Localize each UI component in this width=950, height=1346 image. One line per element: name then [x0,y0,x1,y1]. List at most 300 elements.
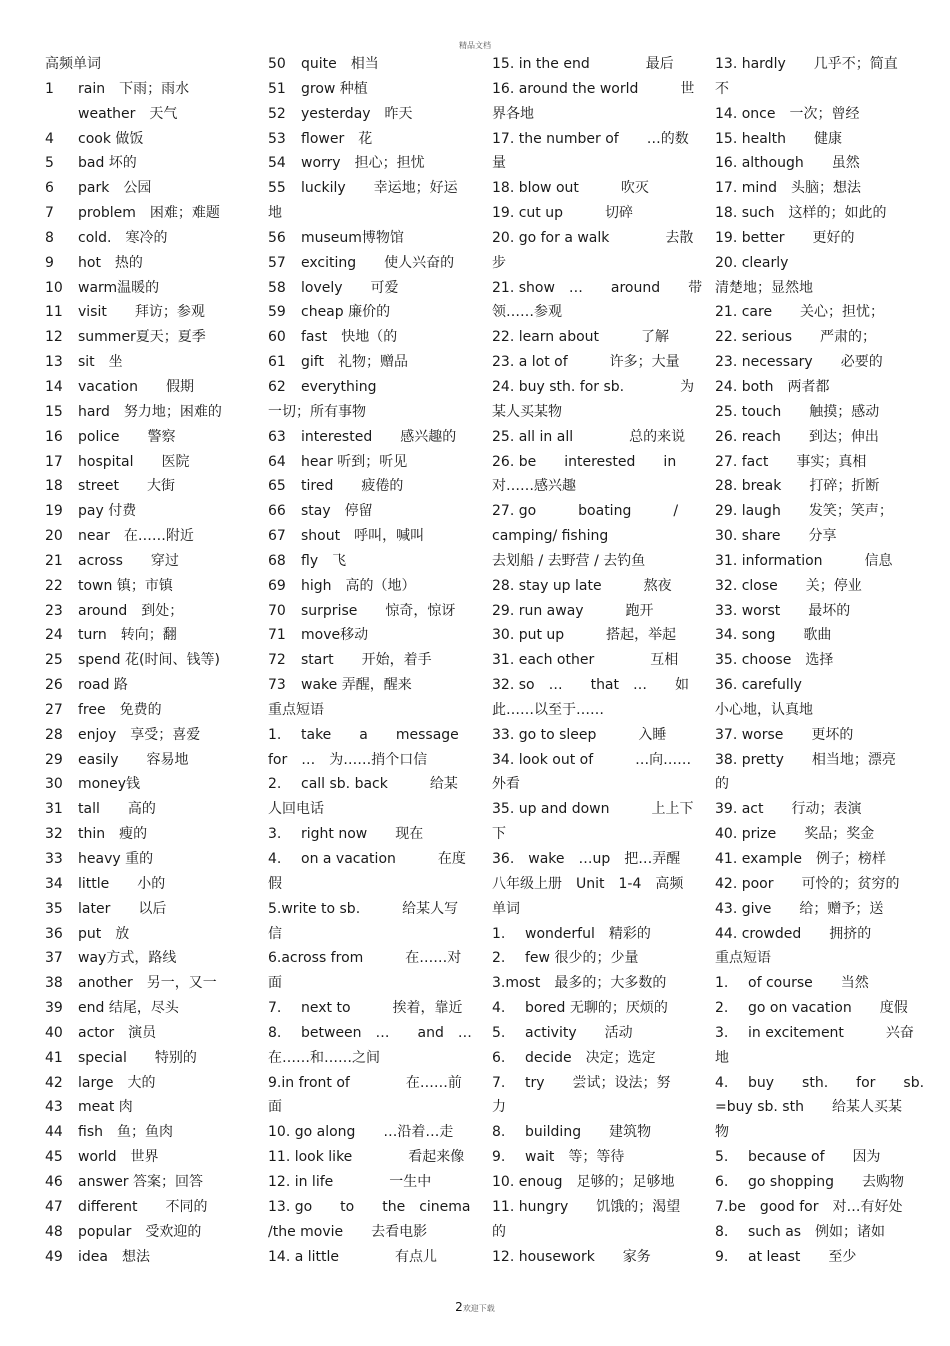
entry-text: 地 [268,205,282,222]
vocab-line [492,1095,702,1120]
entry-text: 24. both 两者都 [715,378,830,395]
vocab-line [268,201,478,226]
entry-text: 28. stay up late 熬夜 [492,577,672,594]
vocab-line [715,276,925,301]
entry-text: right now 现在 [301,826,424,843]
vocab-line [492,226,702,251]
vocab-line [492,698,702,723]
entry-text: 41. example 例子；榜样 [715,851,886,867]
entry-text: gift 礼物；赠品 [301,354,408,371]
entry-text: grow 种植 [301,80,368,97]
vocab-line [715,499,925,524]
entry-text: =buy sb. sth 给某人买某 [715,1099,902,1116]
vocab-line [492,772,702,797]
vocab-line [268,524,478,549]
entry-text: answer 答案；回答 [78,1173,204,1190]
entry-text: 27. go boating / [492,503,679,520]
vocab-line [715,176,925,201]
entry-text: 重点短语 [268,701,324,718]
entry-text: cheap 廉价的 [301,304,391,321]
entry-text: 31. each other 互相 [492,652,679,669]
vocab-line [45,425,255,450]
entry-text: fast 快地（的 [301,329,398,346]
item-number: 1. [492,925,506,942]
item-number: 36 [45,925,63,942]
vocab-line [45,748,255,773]
entry-text: world 世界 [78,1149,159,1166]
vocab-line [45,1245,255,1270]
vocab-line [45,474,255,499]
item-number: 58 [268,279,286,296]
entry-text: 20. go for a walk 去散 [492,229,694,246]
vocab-line [45,772,255,797]
vocab-line [268,400,478,425]
vocab-line [268,450,478,475]
vocab-line [492,350,702,375]
vocab-line [268,797,478,822]
vocab-line [268,599,478,624]
item-number: 27 [45,701,63,718]
vocab-line [715,325,925,350]
entry-text: 9.in front of 在……前 [268,1074,462,1091]
entry-text: special 特别的 [78,1049,197,1066]
entry-text: in excitement 兴奋 [748,1024,914,1041]
entry-text: fish 鱼；鱼肉 [78,1124,173,1141]
entry-text: street 大街 [78,478,175,495]
vocab-line [715,772,925,797]
vocab-line [268,872,478,897]
entry-text: police 警察 [78,428,176,445]
entry-text: bored 无聊的；厌烦的 [525,1000,668,1017]
entry-text: 20. clearly [715,254,789,271]
entry-text: 25. touch 触摸；感动 [715,403,880,420]
entry-text: 重点短语 [715,950,771,967]
entry-text: 5.write to sb. 给某人写 [268,900,459,917]
vocab-line [715,151,925,176]
entry-text: few 很少的；少量 [525,950,639,967]
vocab-line [715,549,925,574]
entry-text: 33. go to sleep 入睡 [492,726,667,743]
entry-text: high 高的（地） [301,577,416,594]
vocab-line [715,822,925,847]
item-number: 9. [492,1149,506,1166]
entry-text: 不 [715,80,729,97]
vocab-line [268,1220,478,1245]
item-number: 4. [492,1000,506,1017]
vocab-line [715,400,925,425]
page-number: 2 [455,1300,463,1314]
entry-text: weather 天气 [78,105,178,122]
item-number: 68 [268,552,286,569]
entry-text: 37. worse 更坏的 [715,726,854,743]
vocab-line [45,102,255,127]
vocab-line [45,52,255,77]
vocab-line [715,723,925,748]
vocab-line [45,673,255,698]
vocab-line [715,623,925,648]
vocab-line [45,797,255,822]
vocab-line [492,574,702,599]
entry-text: 的 [715,776,729,793]
entry-text: flower 花 [301,130,373,147]
entry-text: 10. enoug 足够的；足够地 [492,1173,675,1190]
entry-text: pay 付费 [78,503,137,520]
item-number: 53 [268,130,286,147]
item-number: 1. [268,726,282,743]
item-number: 57 [268,254,286,271]
entry-text: sit 坐 [78,354,123,371]
vocab-line [45,1095,255,1120]
entry-text: 假 [268,875,282,892]
item-number: 7 [45,205,54,222]
item-number: 2. [715,1000,729,1017]
vocab-line [268,375,478,400]
vocab-line [715,599,925,624]
item-number: 9. [715,1248,729,1265]
vocab-line [268,673,478,698]
item-number: 4 [45,130,54,147]
entry-text: go on vacation 度假 [748,1000,908,1017]
entry-text: 的 [492,1223,506,1240]
vocab-line [268,623,478,648]
vocab-line [715,648,925,673]
vocab-line [715,1145,925,1170]
entry-text: 17. mind 头脑；想法 [715,180,862,197]
vocab-line [268,1021,478,1046]
entry-text: across 穿过 [78,552,179,569]
vocab-line [492,723,702,748]
vocab-line [268,1245,478,1270]
entry-text: problem 困难；难题 [78,205,220,222]
item-number: 69 [268,577,286,594]
item-number: 45 [45,1149,63,1166]
entry-text: turn 转向；翻 [78,627,177,644]
item-number: 51 [268,80,286,97]
item-number: 37 [45,950,63,967]
vocab-line [45,574,255,599]
vocab-line [268,176,478,201]
entry-text: 29. laugh 发笑；笑声； [715,503,893,520]
vocab-line [45,1071,255,1096]
entry-text: 7.be good for 对…有好处 [715,1198,903,1215]
entry-text: move移动 [301,627,369,644]
entry-text: wonderful 精彩的 [525,925,651,942]
vocab-line [492,524,702,549]
item-number: 7. [268,1000,282,1017]
entry-text: 信 [268,925,282,942]
item-number: 49 [45,1248,63,1265]
entry-text: way方式，路线 [78,950,177,967]
entry-text: interested 感兴趣的 [301,428,457,445]
item-number: 7. [492,1074,506,1091]
vocab-line [715,872,925,897]
vocab-line [268,946,478,971]
vocab-line [715,1021,925,1046]
entry-text: 面 [268,975,282,992]
vocab-line [492,176,702,201]
entry-text: large 大的 [78,1074,156,1091]
item-number: 66 [268,503,286,520]
vocab-line [715,574,925,599]
vocab-line [268,1170,478,1195]
item-number: 23 [45,602,63,619]
entry-text: shout 呼叫，喊叫 [301,528,425,545]
vocab-line [492,922,702,947]
entry-text: 物 [715,1124,729,1141]
item-number: 43 [45,1099,63,1116]
vocab-line [492,400,702,425]
entry-text: 14. once 一次；曾经 [715,105,860,122]
vocab-line [492,102,702,127]
item-number: 17 [45,453,63,470]
item-number: 46 [45,1173,63,1190]
item-number: 60 [268,329,286,346]
vocab-line [268,276,478,301]
vocab-line [715,201,925,226]
vocab-line [45,872,255,897]
entry-text: 26. be interested in [492,453,677,470]
column-4 [715,52,925,1269]
vocab-line [268,151,478,176]
entry-text: 一切；所有事物 [268,403,366,420]
vocab-line [492,450,702,475]
item-number: 44 [45,1124,63,1141]
vocab-line [715,748,925,773]
entry-text: 13. hardly 几乎不；简直 [715,56,898,72]
entry-text: 18. blow out 吹灭 [492,180,649,197]
vocab-line [492,375,702,400]
vocab-line [45,499,255,524]
item-number: 35 [45,900,63,917]
page-footer [0,1300,950,1314]
entry-text: thin 瘦的 [78,826,148,843]
column-1 [45,52,255,1269]
entry-text: wake 弄醒，醒来 [301,677,412,694]
vocab-line [492,1245,702,1270]
entry-text: cook 做饭 [78,130,144,147]
item-number: 21 [45,552,63,569]
item-number: 67 [268,528,286,545]
vocab-line [492,77,702,102]
entry-text: 35. up and down 上上下 [492,801,694,818]
entry-text: 32. close 关；停业 [715,577,862,594]
entry-text: 17. the number of …的数 [492,130,689,147]
item-number: 28 [45,726,63,743]
entry-text: park 公园 [78,180,152,197]
vocab-line [715,698,925,723]
item-number: 41 [45,1049,63,1066]
entry-text: 某人买某物 [492,403,562,420]
vocab-line [492,276,702,301]
vocab-line [715,673,925,698]
vocab-line [492,425,702,450]
entry-text: 34. song 歌曲 [715,627,832,644]
entry-text: such as 例如；诸如 [748,1223,886,1240]
item-number: 59 [268,304,286,321]
item-number: 6. [715,1173,729,1190]
vocab-line [268,1095,478,1120]
vocab-line [492,1021,702,1046]
vocab-line [45,946,255,971]
entry-text: town 镇；市镇 [78,577,173,594]
vocab-line [45,648,255,673]
vocab-line [492,1220,702,1245]
vocab-line [45,549,255,574]
vocab-line [268,847,478,872]
entry-text: 24. buy sth. for sb. 为 [492,378,695,395]
vocab-line [268,1145,478,1170]
vocab-line [492,822,702,847]
vocab-line [492,52,702,77]
vocab-line [715,1245,925,1270]
entry-text: hospital 医院 [78,453,190,470]
entry-text: 领……参观 [492,304,562,321]
item-number: 48 [45,1223,63,1240]
vocab-line [45,325,255,350]
vocab-line [45,1170,255,1195]
vocab-line [492,325,702,350]
footer-text: 欢迎下载 [462,1304,495,1313]
entry-text: 35. choose 选择 [715,652,834,669]
item-number: 8. [715,1223,729,1240]
vocab-line [45,350,255,375]
item-number: 65 [268,478,286,495]
vocab-line [268,1195,478,1220]
item-number: 42 [45,1074,63,1091]
item-number: 71 [268,627,286,644]
vocab-line [492,872,702,897]
entry-text: for … 为……捎个口信 [268,751,428,768]
entry-text: 36. wake …up 把…弄醒 [492,851,681,867]
item-number: 24 [45,627,63,644]
entry-text: 面 [268,1099,282,1116]
vocab-line [715,897,925,922]
vocab-line [268,1071,478,1096]
vocab-line [715,52,925,77]
vocab-line [45,996,255,1021]
vocab-line [492,499,702,524]
item-number: 32 [45,826,63,843]
entry-text: road 路 [78,677,128,694]
item-number: 5 [45,155,54,172]
item-number: 1 [45,80,54,97]
vocab-line [45,599,255,624]
item-number: 9 [45,254,54,271]
vocab-line [45,1145,255,1170]
vocab-line [45,1046,255,1071]
entry-text: another 另一，又一 [78,975,217,992]
item-number: 40 [45,1024,63,1041]
item-number: 2. [492,950,506,967]
entry-text: end 结尾，尽头 [78,1000,179,1017]
item-number: 18 [45,478,63,495]
entry-text: 21. show … around 带 [492,279,703,296]
entry-text: hard 努力地；困难的 [78,403,222,420]
vocab-line [715,946,925,971]
entry-text: actor 演员 [78,1024,157,1041]
vocab-line [715,474,925,499]
entry-text: quite 相当 [301,56,379,72]
vocab-line [268,499,478,524]
entry-text: 38. pretty 相当地；漂亮 [715,751,896,768]
item-number: 38 [45,975,63,992]
vocab-line [268,1046,478,1071]
vocab-line [492,599,702,624]
vocab-line [492,897,702,922]
vocab-line [268,648,478,673]
vocab-line [715,996,925,1021]
vocab-line [268,574,478,599]
entry-text: of course 当然 [748,975,869,992]
vocab-line [492,1120,702,1145]
item-number: 50 [268,56,286,72]
entry-text: 清楚地；显然地 [715,279,813,296]
vocab-line [492,1170,702,1195]
entry-text: 29. run away 跑开 [492,602,654,619]
entry-text: because of 因为 [748,1149,881,1166]
entry-text: 此……以至于…… [492,701,604,718]
entry-text: 八年级上册 Unit 1-4 高频 [492,875,684,892]
entry-text: buy sth. for sb. [748,1074,925,1091]
item-number: 8 [45,229,54,246]
item-number: 10 [45,279,63,296]
vocab-line [492,847,702,872]
entry-text: tall 高的 [78,801,156,818]
item-number: 6 [45,180,54,197]
item-number: 39 [45,1000,63,1017]
entry-text: 39. act 行动；表演 [715,801,862,818]
entry-text: cold. 寒冷的 [78,229,168,246]
entry-text: 16. although 虽然 [715,155,860,172]
entry-text: 19. better 更好的 [715,229,855,246]
vocab-line [715,300,925,325]
entry-text: 3.most 最多的；大多数的 [492,975,667,992]
entry-text: go shopping 去购物 [748,1173,905,1190]
entry-text: on a vacation 在度 [301,851,466,867]
entry-text: 19. cut up 切碎 [492,205,633,222]
vocab-line [268,52,478,77]
vocab-line [715,797,925,822]
entry-text: 10. go along …沿着…走 [268,1124,454,1141]
entry-text: 43. give 给；赠予；送 [715,900,884,917]
entry-text: lovely 可爱 [301,279,399,296]
entry-text: 量 [492,155,506,172]
entry-text: vacation 假期 [78,378,194,395]
entry-text: bad 坏的 [78,155,137,172]
item-number: 26 [45,677,63,694]
item-number: 61 [268,354,286,371]
entry-text: yesterday 昨天 [301,105,413,122]
entry-text: 去划船 / 去野营 / 去钓鱼 [492,552,646,569]
item-number: 70 [268,602,286,619]
vocab-line [45,822,255,847]
entry-text: stay 停留 [301,503,373,520]
entry-text: 单词 [492,900,520,917]
vocab-line [268,325,478,350]
entry-text: hot 热的 [78,254,143,271]
vocab-line [45,127,255,152]
vocab-line [268,549,478,574]
vocab-line [492,1145,702,1170]
item-number: 3. [715,1024,729,1041]
vocab-line [492,971,702,996]
vocab-line [492,797,702,822]
entry-text: 44. crowded 拥挤的 [715,925,872,942]
entry-text: 对……感兴趣 [492,478,576,495]
page-header: 精品文档 [459,41,491,50]
entry-text: 在……和……之间 [268,1049,380,1066]
vocab-line [492,251,702,276]
